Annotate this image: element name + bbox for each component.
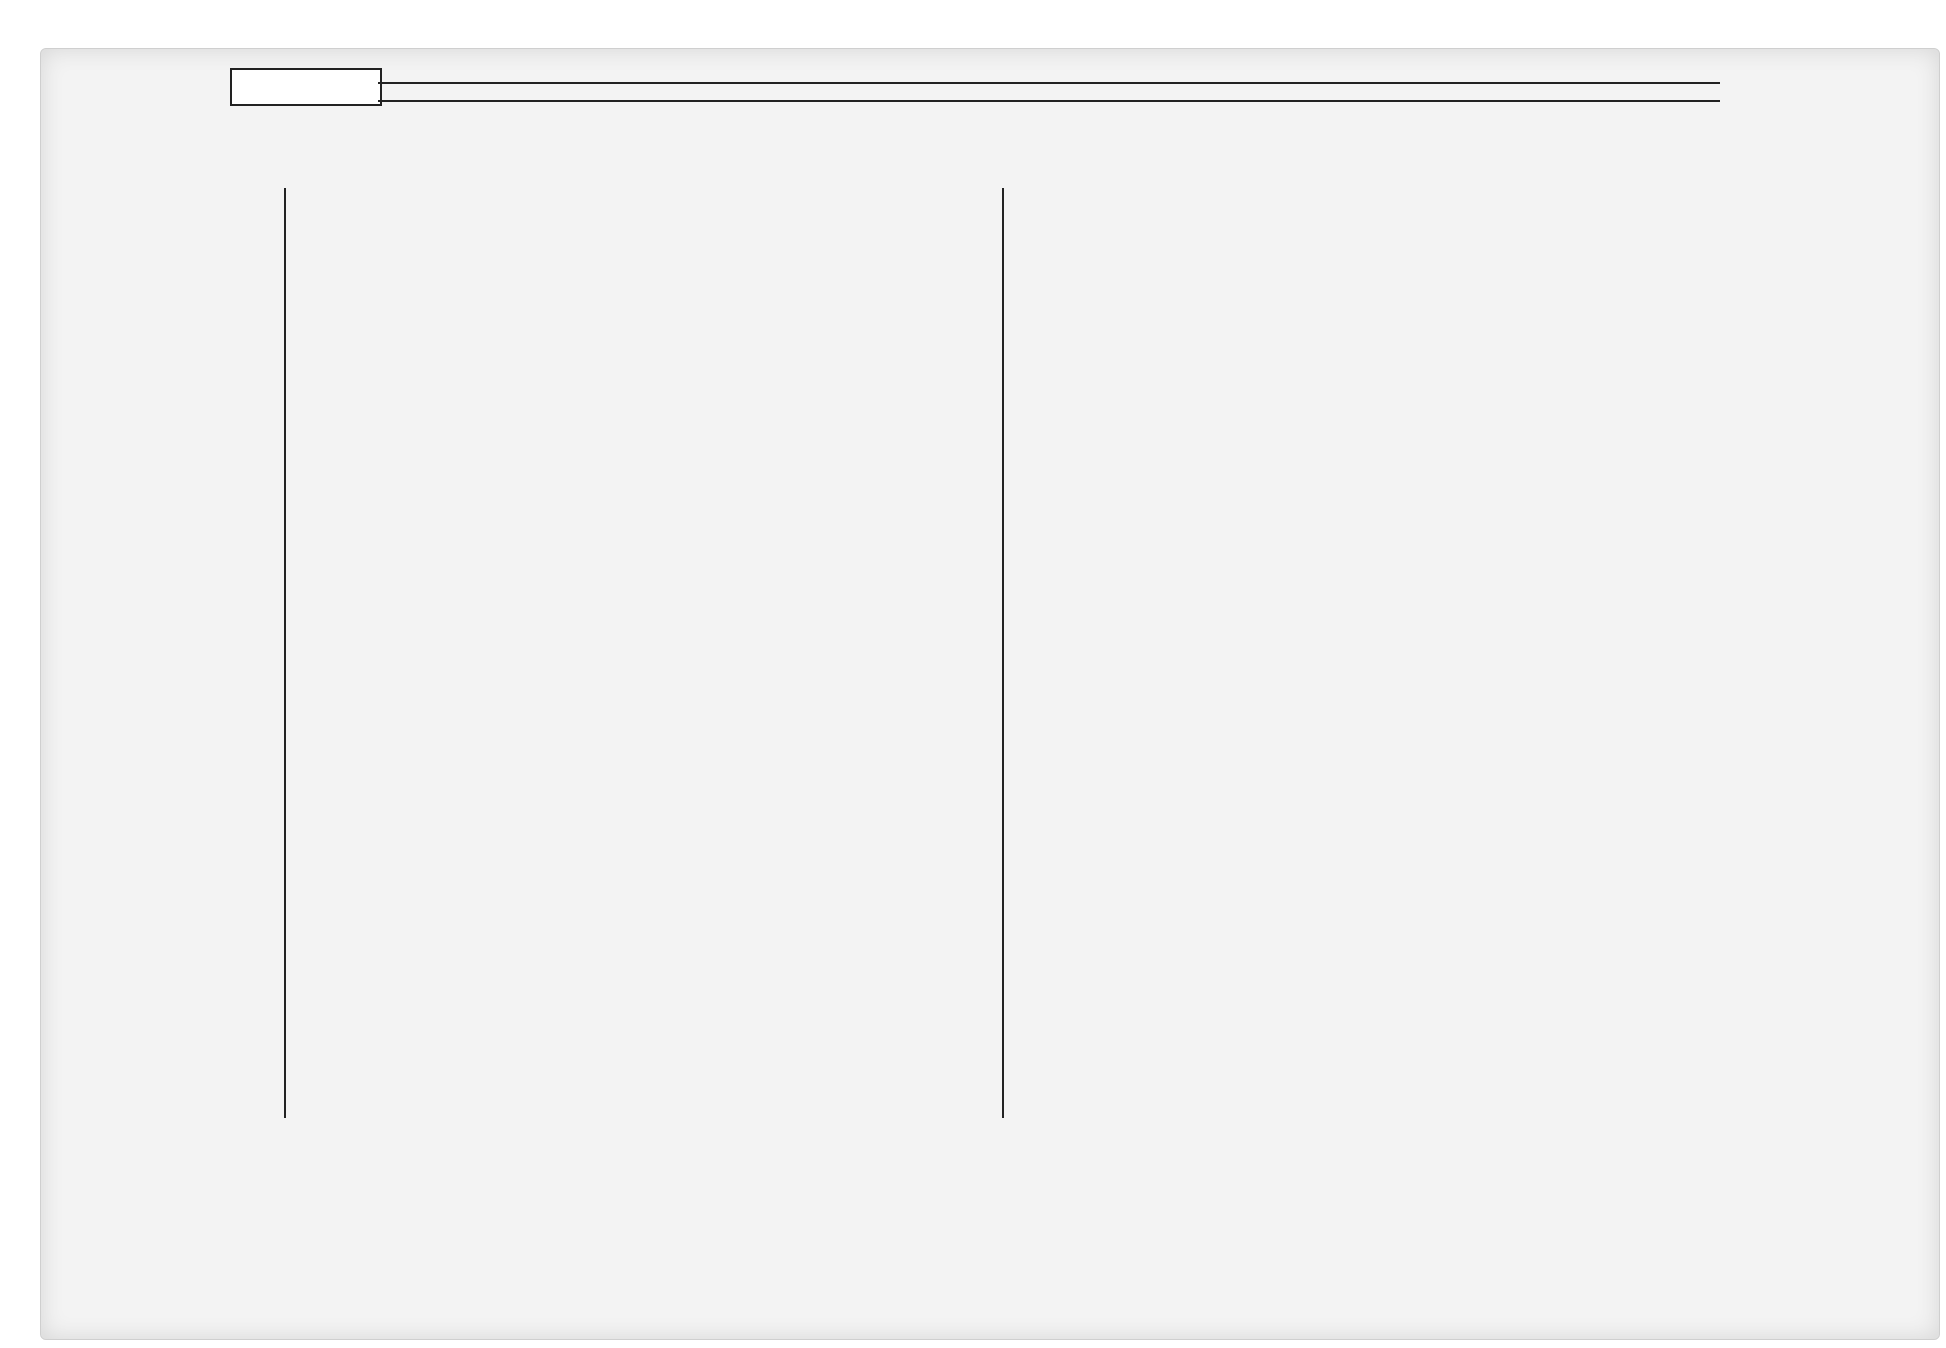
- left-divider: [284, 188, 286, 1118]
- center-divider: [1002, 188, 1004, 1118]
- measuring-ruler: [378, 62, 1720, 112]
- quick-measure-label: [230, 68, 382, 106]
- pattern-envelope: [40, 48, 1940, 1340]
- ruler-inch-line: [378, 82, 1720, 84]
- ruler-cm-line: [378, 100, 1720, 102]
